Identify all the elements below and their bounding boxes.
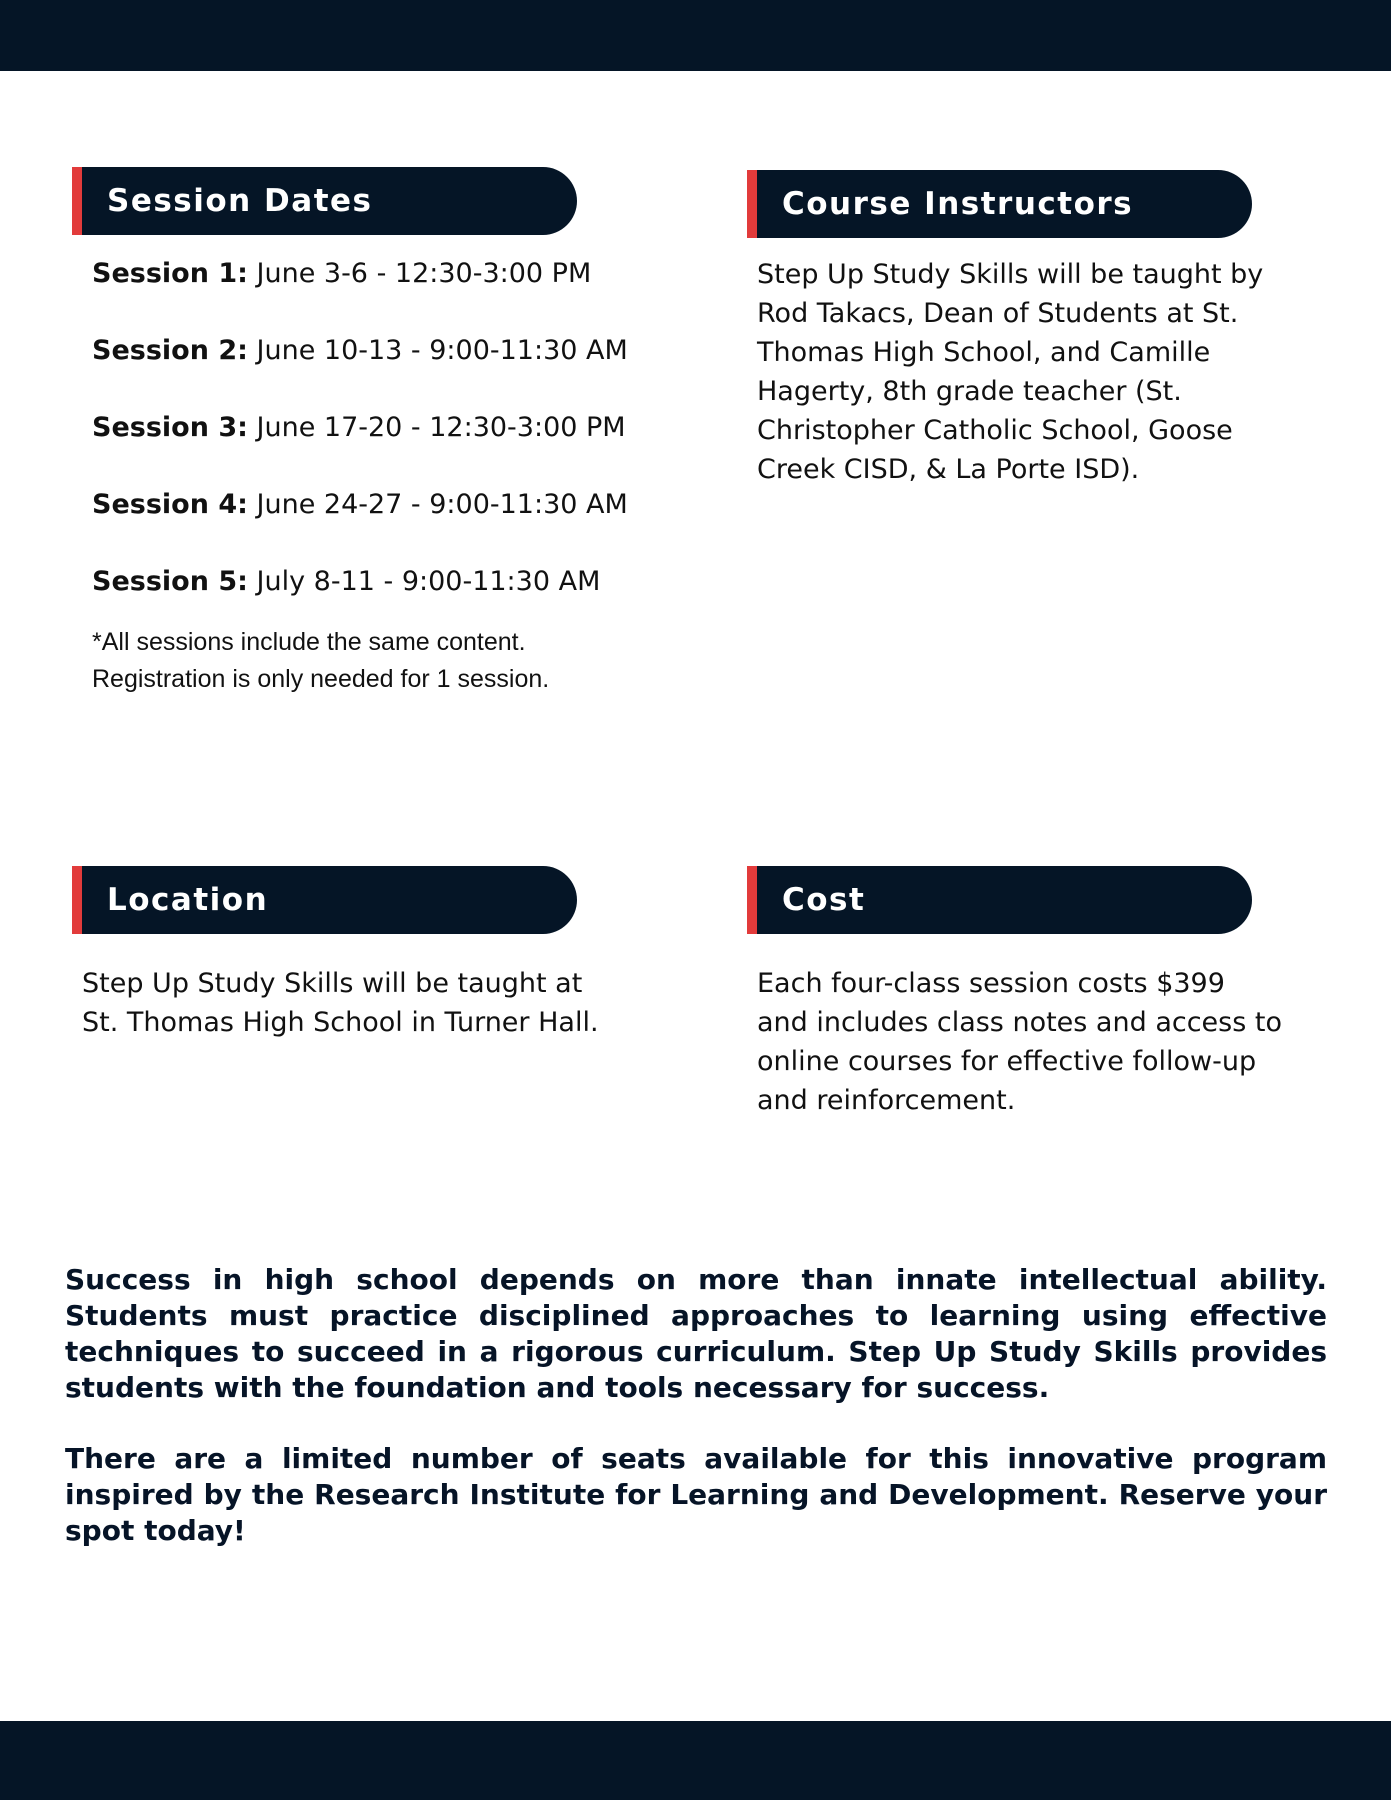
course-instructors-title: Course Instructors	[782, 186, 1134, 222]
location-title: Location	[107, 882, 269, 918]
session-item	[92, 253, 692, 330]
session-label: Session 1:	[92, 258, 248, 289]
session-item	[92, 330, 692, 407]
session-detail: June 17-20 - 12:30-3:00 PM	[247, 412, 626, 443]
session-item	[92, 407, 692, 484]
session-label: Session 4:	[92, 489, 248, 520]
course-instructors-header	[747, 170, 1252, 238]
session-label: Session 3:	[92, 412, 248, 443]
session-note-line: Registration is only needed for 1 session.	[92, 665, 550, 693]
top-bar	[0, 0, 1391, 71]
cost-header	[747, 866, 1252, 934]
bottom-bar	[0, 1721, 1391, 1800]
location-header	[72, 866, 577, 934]
promo-paragraph-2: There are a limited number of seats available for this innovative program inspired by the Research Institute for Learning and Development. Reserve your spot today!	[65, 1442, 1327, 1547]
session-detail: June 24-27 - 9:00-11:30 AM	[247, 489, 628, 520]
session-detail: July 8-11 - 9:00-11:30 AM	[247, 566, 601, 597]
session-dates-header	[72, 167, 577, 235]
cost-text: Each four-class session costs $399 and includes class notes and access to online courses for effective follow-up and reinforcement.	[757, 968, 1282, 1116]
promo-paragraph-1: Success in high school depends on more than innate intellectual ability. Students must practice disciplined approaches to learning using effective techniques to succeed in a rigorous curriculum. Step Up Study Skills provides students with the foundation and tools necessary for success.	[65, 1263, 1327, 1404]
session-note	[92, 624, 692, 698]
location-text: Step Up Study Skills will be taught at St. Thomas High School in Turner Hall.	[82, 968, 599, 1038]
cost-title: Cost	[782, 882, 866, 918]
session-list	[92, 253, 692, 638]
session-note-line: *All sessions include the same content.	[92, 628, 526, 656]
session-label: Session 2:	[92, 335, 248, 366]
session-item	[92, 484, 692, 561]
session-label: Session 5:	[92, 566, 248, 597]
instructors-text: Step Up Study Skills will be taught by Rod Takacs, Dean of Students at St. Thomas High School, and Camille Hagerty, 8th grade teacher (St. Christopher Catholic School, Goose Creek CISD, & La Porte ISD).	[757, 259, 1264, 485]
session-detail: June 10-13 - 9:00-11:30 AM	[247, 335, 628, 366]
session-dates-title: Session Dates	[107, 183, 373, 219]
session-detail: June 3-6 - 12:30-3:00 PM	[247, 258, 592, 289]
